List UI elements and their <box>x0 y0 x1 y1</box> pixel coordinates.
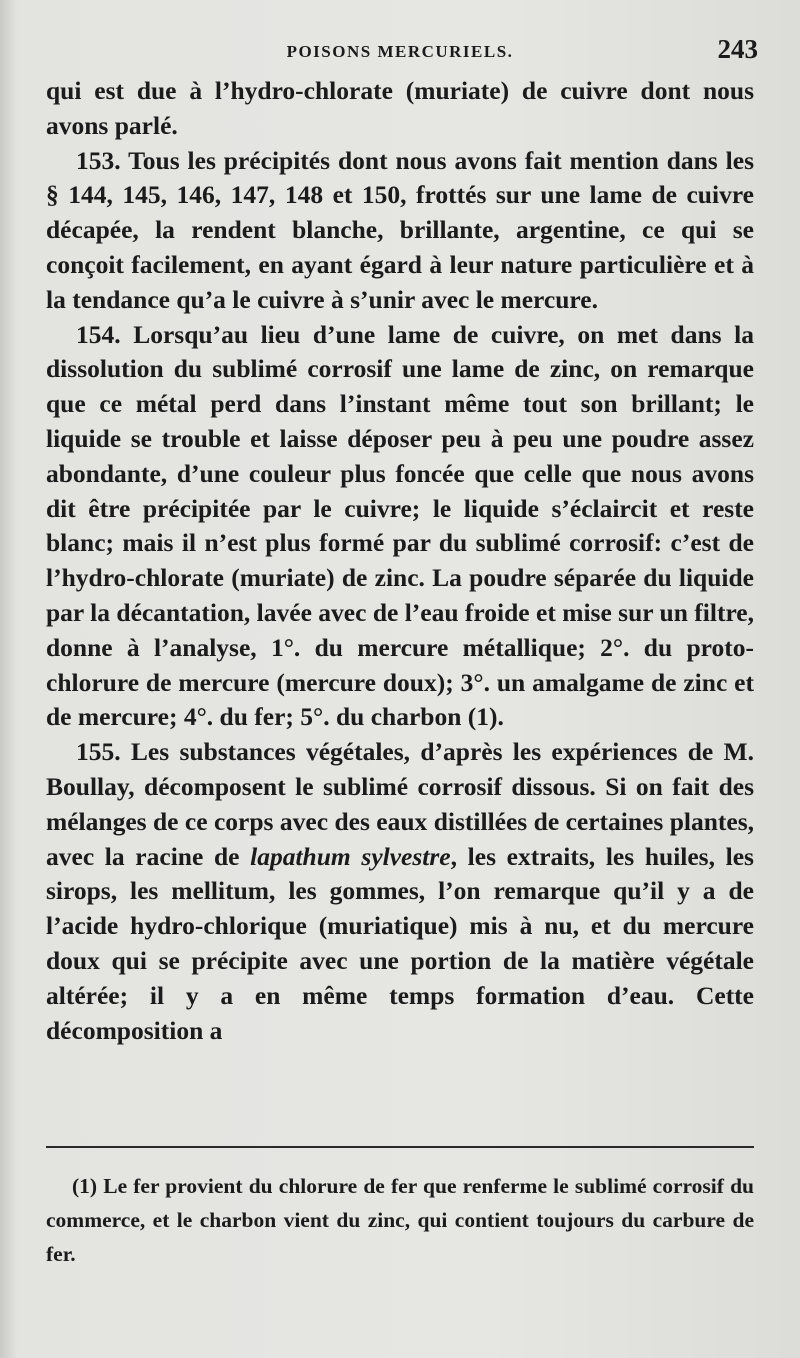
paragraph-154: 154. Lorsqu’au lieu d’une lame de cuivre, on met dans la dissolution du sublimé corrosif une lame de zinc, on remarque que ce métal perd dans l’instant même tout son brillant; le liquide se trouble et laisse déposer peu à peu une poudre assez abondante, d’une couleur plus foncée que celle que nous avons dit être précipitée par le cuivre; le liquide s’éclaircit et reste blanc; mais il n’est plus formé par du sublimé corrosif: c’est de l’hydro-chlorate (muriate) de zinc. La poudre séparée du liquide par la décantation, lavée avec de l’eau froide et mise sur un filtre, donne à l’analyse, 1°. du mercure métallique; 2°. du proto-chlorure de mercure (mercure doux); 3°. un amalgame de zinc et de mercure; 4°. du fer; 5°. du charbon (1). <box>46 319 754 732</box>
paragraph-155-text-start: 155. Les substances végétales, d’après les expériences de M. Boullay, décomposent le sublimé corrosif dissous. Si on fait des mélanges de ce corps avec des eaux distillées de certaines plantes, avec la racine de <box>46 737 754 871</box>
paragraph-153: 153. Tous les précipités dont nous avons fait mention dans les § 144, 145, 146, 147, 148 et 150, frottés sur une lame de cuivre décapée, la rendent blanche, brillante, argentine, ce qui se conçoit facilement, en ayant égard à leur nature particulière et à la tendance qu’a le cuivre à s’unir avec le mercure. <box>46 145 754 314</box>
paragraph-continuation: qui est due à l’hydro-chlorate (muriate) de cuivre dont nous avons parlé. <box>46 76 754 140</box>
footnote <box>46 1169 754 1271</box>
page-header <box>40 36 760 76</box>
footnote-1: (1) Le fer provient du chlorure de fer que renferme le sublimé corrosif du commerce, et le charbon vient du zinc, qui contient toujours du carbure de fer. <box>46 1174 754 1266</box>
paragraph-155-text-end: , les extraits, les huiles, les sirops, les mellitum, les gommes, l’on remarque qu’il y a de l’acide hydro-chlorique (muriatique) mis à nu, et du mercure doux qui se précipite avec une portion de la matière végétale altérée; il y a en même temps formation d’eau. Cette décomposition a <box>46 841 754 1045</box>
species-name: lapathum sylvestre <box>250 841 451 871</box>
page-number: 243 <box>717 34 758 64</box>
paragraph-155 <box>46 735 754 1048</box>
running-title: POISONS MERCURIELS. <box>286 42 514 61</box>
footnote-divider <box>46 1146 754 1148</box>
main-text <box>46 74 754 1048</box>
